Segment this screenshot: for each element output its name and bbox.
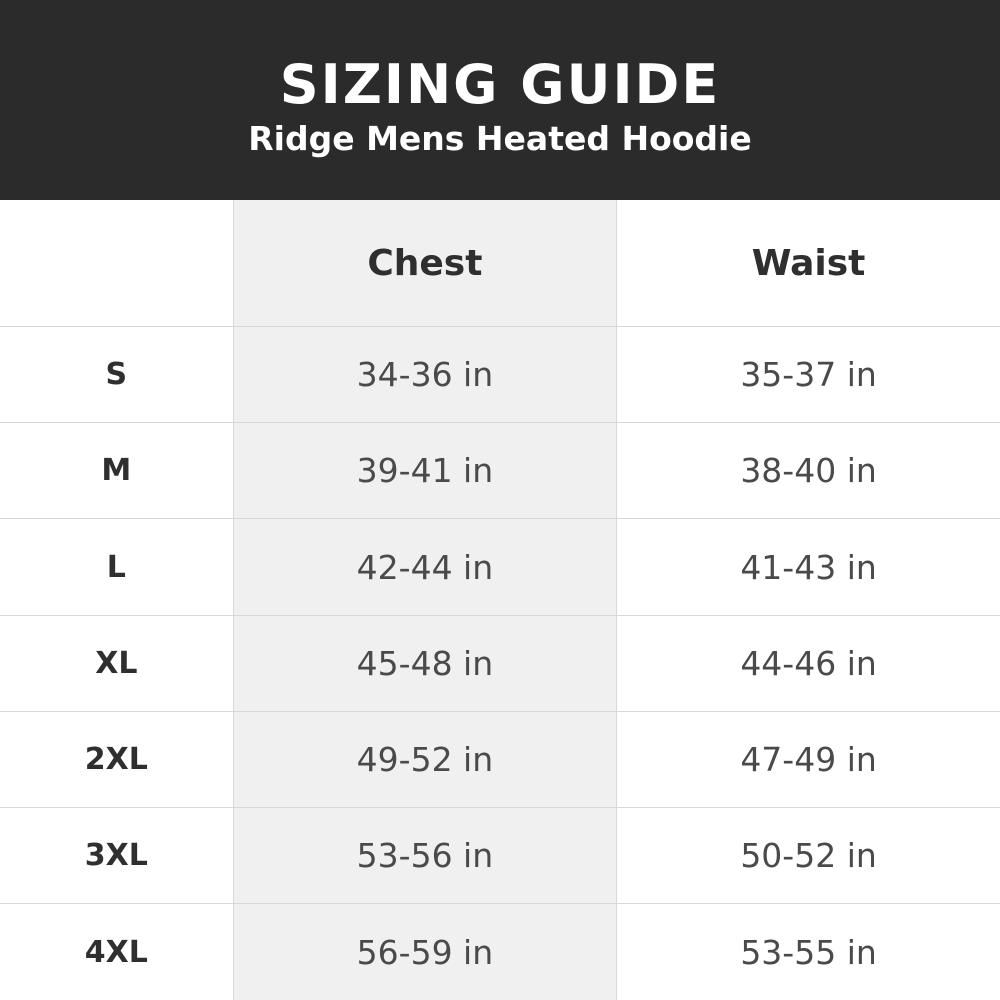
row-size-label: 2XL	[0, 711, 233, 807]
page-title: SIZING GUIDE	[279, 52, 721, 116]
row-waist-value: 35-37 in	[617, 327, 1000, 423]
table-row	[0, 519, 1000, 615]
row-size-label: L	[0, 519, 233, 615]
page-subtitle: Ridge Mens Heated Hoodie	[248, 119, 752, 159]
row-chest-value: 42-44 in	[233, 519, 616, 615]
row-waist-value: 41-43 in	[617, 519, 1000, 615]
table-row	[0, 327, 1000, 423]
table-row	[0, 808, 1000, 904]
table-row	[0, 904, 1000, 1000]
column-header-waist: Waist	[617, 200, 1000, 327]
table-row	[0, 423, 1000, 519]
row-size-label: S	[0, 327, 233, 423]
column-header-size	[0, 200, 233, 327]
row-chest-value: 45-48 in	[233, 615, 616, 711]
row-chest-value: 34-36 in	[233, 327, 616, 423]
table-row	[0, 615, 1000, 711]
row-waist-value: 53-55 in	[617, 904, 1000, 1000]
row-waist-value: 44-46 in	[617, 615, 1000, 711]
row-waist-value: 47-49 in	[617, 711, 1000, 807]
row-size-label: XL	[0, 615, 233, 711]
column-header-chest: Chest	[233, 200, 616, 327]
row-chest-value: 56-59 in	[233, 904, 616, 1000]
table-header	[0, 200, 1000, 327]
table-body	[0, 327, 1000, 1000]
row-chest-value: 39-41 in	[233, 423, 616, 519]
row-waist-value: 50-52 in	[617, 808, 1000, 904]
row-waist-value: 38-40 in	[617, 423, 1000, 519]
size-chart-table	[0, 200, 1000, 1000]
row-size-label: 3XL	[0, 808, 233, 904]
table-header-row	[0, 200, 1000, 327]
table-row	[0, 711, 1000, 807]
row-chest-value: 49-52 in	[233, 711, 616, 807]
row-chest-value: 53-56 in	[233, 808, 616, 904]
row-size-label: 4XL	[0, 904, 233, 1000]
sizing-guide-header	[0, 0, 1000, 200]
row-size-label: M	[0, 423, 233, 519]
